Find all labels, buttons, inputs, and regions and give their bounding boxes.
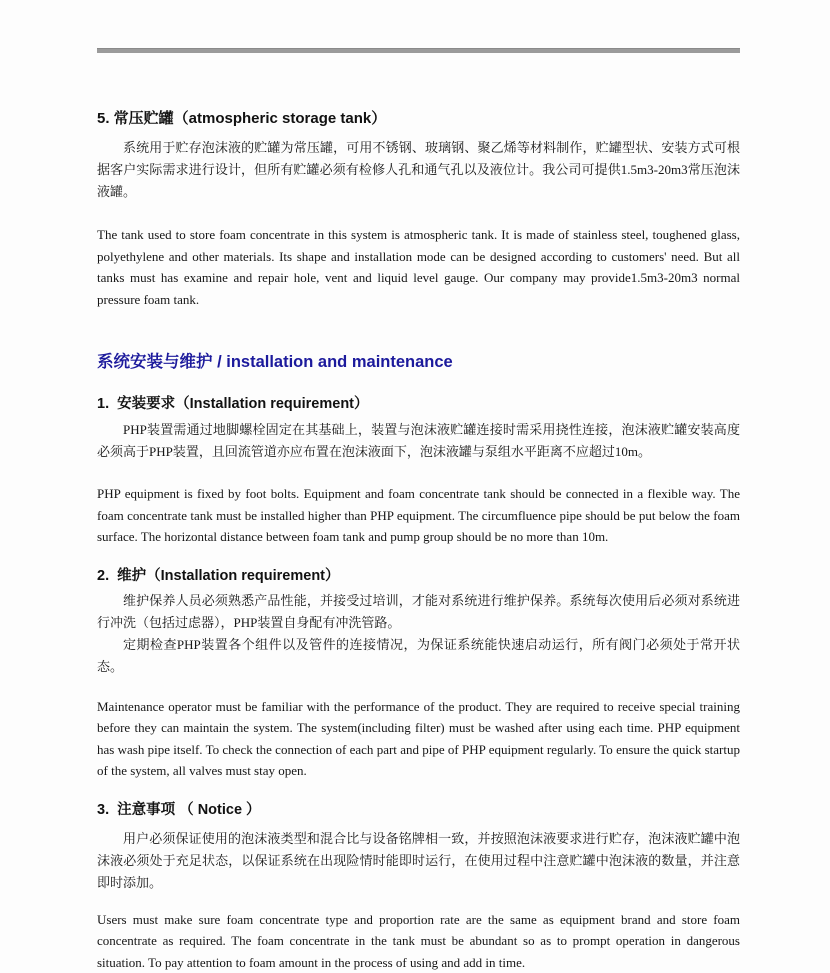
section1-en-paragraph: PHP equipment is fixed by foot bolts. Equipment and foam concentrate tank should be connected in a flexible way. The foam concentrate tank must be installed higher than PHP equipment. The circumfluence pipe should be put below the foam surface. The horizontal distance between foam tank and pump group should be no more than 10m.	[97, 483, 740, 548]
section2-cn-paragraph-1: 维护保养人员必须熟悉产品性能，并接受过培训，才能对系统进行维护保养。系统每次使用后必须对系统进行冲洗（包括过虑器），PHP装置自身配有冲洗管路。	[97, 590, 740, 634]
page-content	[97, 0, 740, 973]
section2-en-paragraph: Maintenance operator must be familiar with the performance of the product. They are required to receive special training before they can maintain the system. The system(including filter) must be washed after using each time. PHP equipment has wash pipe itself. To check the connection of each part and pipe of PHP equipment regularly. To ensure the quick startup of the system, all valves must stay open.	[97, 696, 740, 782]
section1-installation-requirement-heading: 1. 安装要求（Installation requirement）	[97, 394, 740, 414]
section2-cn-paragraph-2: 定期检查PHP装置各个组件以及管件的连接情况，为保证系统能快速启动运行，所有阀门必须处于常开状态。	[97, 634, 740, 678]
section3-cn-paragraph: 用户必须保证使用的泡沫液类型和混合比与设备铭牌相一致，并按照泡沫液要求进行贮存，泡沫液贮罐中泡沫液必须处于充足状态，以保证系统在出现险情时能即时运行，在使用过程中注意贮罐中泡沫液的数量，并注意即时添加。	[97, 828, 740, 894]
top-divider-bar	[97, 48, 740, 53]
storage-tank-cn-paragraph: 系统用于贮存泡沫液的贮罐为常压罐，可用不锈钢、玻璃钢、聚乙烯等材料制作，贮罐型状、安装方式可根据客户实际需求进行设计，但所有贮罐必须有检修人孔和通气孔以及液位计。我公司可提供1.5m3-20m3常压泡沫液罐。	[97, 137, 740, 203]
install-maintenance-heading: 系统安装与维护 / installation and maintenance	[97, 351, 740, 373]
storage-tank-heading: 5. 常压贮罐（atmospheric storage tank）	[97, 109, 740, 129]
section3-en-paragraph: Users must make sure foam concentrate type and proportion rate are the same as equipment brand and store foam concentrate as required. The foam concentrate in the tank must be abundant so as to prompt operation in dangerous situation. To pay attention to foam amount in the process of using and add in time.	[97, 909, 740, 973]
section3-notice-heading: 3. 注意事项 （ Notice ）	[97, 800, 740, 820]
section2-maintenance-heading: 2. 维护（Installation requirement）	[97, 566, 740, 586]
storage-tank-en-paragraph: The tank used to store foam concentrate in this system is atmospheric tank. It is made of stainless steel, toughened glass, polyethylene and other materials. Its shape and installation mode can be designed according to customers' need. But all tanks must has examine and repair hole, vent and liquid level gauge. Our company may provide1.5m3-20m3 normal pressure foam tank.	[97, 224, 740, 310]
section1-cn-paragraph: PHP装置需通过地脚螺栓固定在其基础上，装置与泡沫液贮罐连接时需采用挠性连接，泡沫液贮罐安装高度必须高于PHP装置，且回流管道亦应布置在泡沫液面下，泡沫液罐与泵组水平距离不应超过10m。	[97, 419, 740, 463]
